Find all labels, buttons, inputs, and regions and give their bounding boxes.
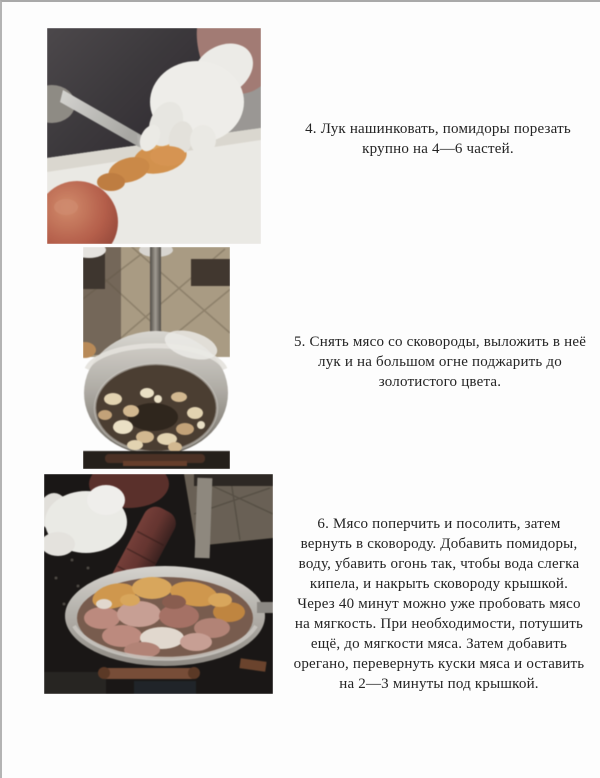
step-4-text: 4. Лук нашинковать, помидоры порезать крупно на 4—6 частей. xyxy=(305,121,571,157)
step-6-text: 6. Мясо поперчить и посолить, затем вернуть в сковороду. Добавить помидоры, воду, убавить огонь так, чтобы вода слегка кипела, и накрыть сковороду крышкой. Через 40 минут можно уже пробовать мясо на мягкость. При необходимости, потушить ещё, до мягкости мяса. Затем добавить орегано, перевернуть куски мяса и оставить на 2—3 минуты под крышкой. xyxy=(293,516,585,692)
photo-step6-illustration xyxy=(44,474,273,694)
photo-step4-illustration xyxy=(47,28,261,244)
step-5-text: 5. Снять мясо со сковороды, выложить в неё лук и на большом огне поджарить до золотистого цвета. xyxy=(293,334,587,390)
photo-step6-seasoning-meat xyxy=(44,474,273,694)
photo-step5-frying-onions xyxy=(83,247,230,469)
photo-step4-cutting-tomatoes xyxy=(47,28,261,244)
photo-step5-illustration xyxy=(83,247,230,469)
